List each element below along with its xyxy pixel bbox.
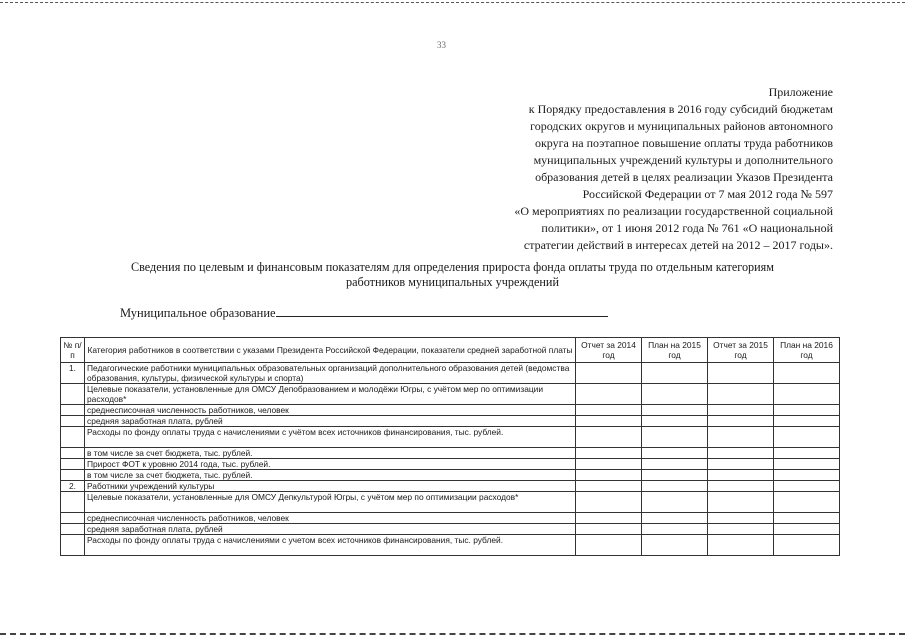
cell-empty [642, 405, 708, 416]
cell-empty [642, 363, 708, 384]
page-number: 33 [437, 40, 446, 50]
cell-empty [708, 416, 774, 427]
cell-empty [708, 384, 774, 405]
cell-empty [576, 448, 642, 459]
scan-edge-top [0, 2, 905, 3]
table-row [61, 427, 840, 448]
header-num: № п/п [61, 338, 85, 363]
cell-empty [642, 384, 708, 405]
cell-empty [708, 448, 774, 459]
cell-empty [708, 459, 774, 470]
cell-empty [642, 470, 708, 481]
cell-empty [774, 513, 840, 524]
cell-empty [642, 427, 708, 448]
cell-empty [774, 481, 840, 492]
cell-empty [576, 459, 642, 470]
cell-empty [774, 363, 840, 384]
cell-empty [708, 405, 774, 416]
appendix-title: Приложение [768, 85, 833, 99]
table-row [61, 535, 840, 556]
row-number [61, 416, 85, 427]
row-category: Прирост ФОТ к уровню 2014 года, тыс. рублей. [85, 459, 576, 470]
row-number [61, 524, 85, 535]
heading-line-1: Сведения по целевым и финансовым показателям для определения прироста фонда оплаты труда по отдельным категориям [130, 260, 774, 274]
cell-empty [642, 459, 708, 470]
cell-empty [774, 427, 840, 448]
cell-empty [642, 535, 708, 556]
table-row [61, 459, 840, 470]
appendix-line: политики», от 1 июня 2012 года № 761 «О национальной [541, 221, 833, 235]
row-number [61, 448, 85, 459]
table-row [61, 513, 840, 524]
row-number [61, 470, 85, 481]
table-row [61, 405, 840, 416]
table-header-row [61, 338, 840, 363]
cell-empty [576, 535, 642, 556]
cell-empty [576, 524, 642, 535]
header-plan-2016: План на 2016 год [774, 338, 840, 363]
table-row [61, 363, 840, 384]
row-number [61, 405, 85, 416]
header-report-2015: Отчет за 2015 год [708, 338, 774, 363]
cell-empty [774, 384, 840, 405]
cell-empty [774, 459, 840, 470]
row-category: средняя заработная плата, рублей [85, 416, 576, 427]
appendix-line: к Порядку предоставления в 2016 году субсидий бюджетам [528, 102, 833, 116]
row-number [61, 513, 85, 524]
cell-empty [576, 513, 642, 524]
table-row [61, 384, 840, 405]
table-row [61, 470, 840, 481]
cell-empty [642, 513, 708, 524]
appendix-line: муниципальных учреждений культуры и дополнительного [533, 153, 833, 167]
cell-empty [708, 470, 774, 481]
row-category: Педагогические работники муниципальных образовательных организаций дополнительного образования детей (ведомства образования, культуры, физической культуры и спорта) [85, 363, 576, 384]
cell-empty [576, 481, 642, 492]
row-category: Целевые показатели, установленные для ОМСУ Депобразованием и молодёжи Югры, с учётом мер по оптимизации расходов* [85, 384, 576, 405]
cell-empty [576, 416, 642, 427]
row-number [61, 492, 85, 513]
cell-empty [576, 470, 642, 481]
cell-empty [774, 492, 840, 513]
header-category: Категория работников в соответствии с указами Президента Российской Федерации, показатели средней заработной платы [85, 338, 576, 363]
cell-empty [708, 524, 774, 535]
cell-empty [642, 492, 708, 513]
cell-empty [708, 363, 774, 384]
appendix-line: Российской Федерации от 7 мая 2012 года № 597 [582, 187, 833, 201]
cell-empty [708, 513, 774, 524]
header-report-2014: Отчет за 2014 год [576, 338, 642, 363]
cell-empty [642, 524, 708, 535]
row-number [61, 384, 85, 405]
cell-empty [576, 405, 642, 416]
cell-empty [708, 481, 774, 492]
table-row [61, 492, 840, 513]
row-number [61, 535, 85, 556]
cell-empty [642, 448, 708, 459]
row-number: 1. [61, 363, 85, 384]
cell-empty [642, 416, 708, 427]
row-number [61, 427, 85, 448]
appendix-line: городских округов и муниципальных районов автономного [530, 119, 833, 133]
appendix-line: образования детей в целях реализации Указов Президента [535, 170, 833, 184]
cell-empty [576, 427, 642, 448]
table-row [61, 524, 840, 535]
cell-empty [774, 524, 840, 535]
row-category: Расходы по фонду оплаты труда с начислениями с учётом всех источников финансирования, тыс. рублей. [85, 427, 576, 448]
appendix-block [413, 84, 833, 254]
cell-empty [774, 405, 840, 416]
cell-empty [576, 384, 642, 405]
table-row [61, 416, 840, 427]
row-category: среднесписочная численность работников, человек [85, 513, 576, 524]
heading-line-2: работников муниципальных учреждений [346, 275, 559, 289]
cell-empty [774, 535, 840, 556]
row-number: 2. [61, 481, 85, 492]
municipality-label: Муниципальное образование [120, 306, 276, 320]
cell-empty [774, 416, 840, 427]
header-plan-2015: План на 2015 год [642, 338, 708, 363]
cell-empty [576, 492, 642, 513]
cell-empty [576, 363, 642, 384]
cell-empty [774, 470, 840, 481]
row-category: Работники учреждений культуры [85, 481, 576, 492]
document-heading [40, 260, 865, 290]
row-category: среднесписочная численность работников, человек [85, 405, 576, 416]
scan-edge-bottom [0, 633, 905, 635]
table-row [61, 448, 840, 459]
row-category: средняя заработная плата, рублей [85, 524, 576, 535]
table-row [61, 481, 840, 492]
row-number [61, 459, 85, 470]
row-category: в том числе за счет бюджета, тыс. рублей. [85, 470, 576, 481]
indicators-table [60, 337, 840, 556]
cell-empty [774, 448, 840, 459]
row-category: Расходы по фонду оплаты труда с начислениями с учетом всех источников финансирования, тыс. рублей. [85, 535, 576, 556]
municipality-underline [276, 304, 608, 317]
cell-empty [708, 492, 774, 513]
cell-empty [708, 427, 774, 448]
row-category: Целевые показатели, установленные для ОМСУ Депкультурой Югры, с учётом мер по оптимизации расходов* [85, 492, 576, 513]
appendix-line: стратегии действий в интересах детей на 2012 – 2017 годы». [523, 238, 833, 252]
row-category: в том числе за счет бюджета, тыс. рублей. [85, 448, 576, 459]
cell-empty [642, 481, 708, 492]
municipality-field [120, 304, 608, 321]
appendix-line: «О мероприятиях по реализации государственной социальной [514, 204, 833, 218]
cell-empty [708, 535, 774, 556]
appendix-line: округа на поэтапное повышение оплаты труда работников [534, 136, 833, 150]
